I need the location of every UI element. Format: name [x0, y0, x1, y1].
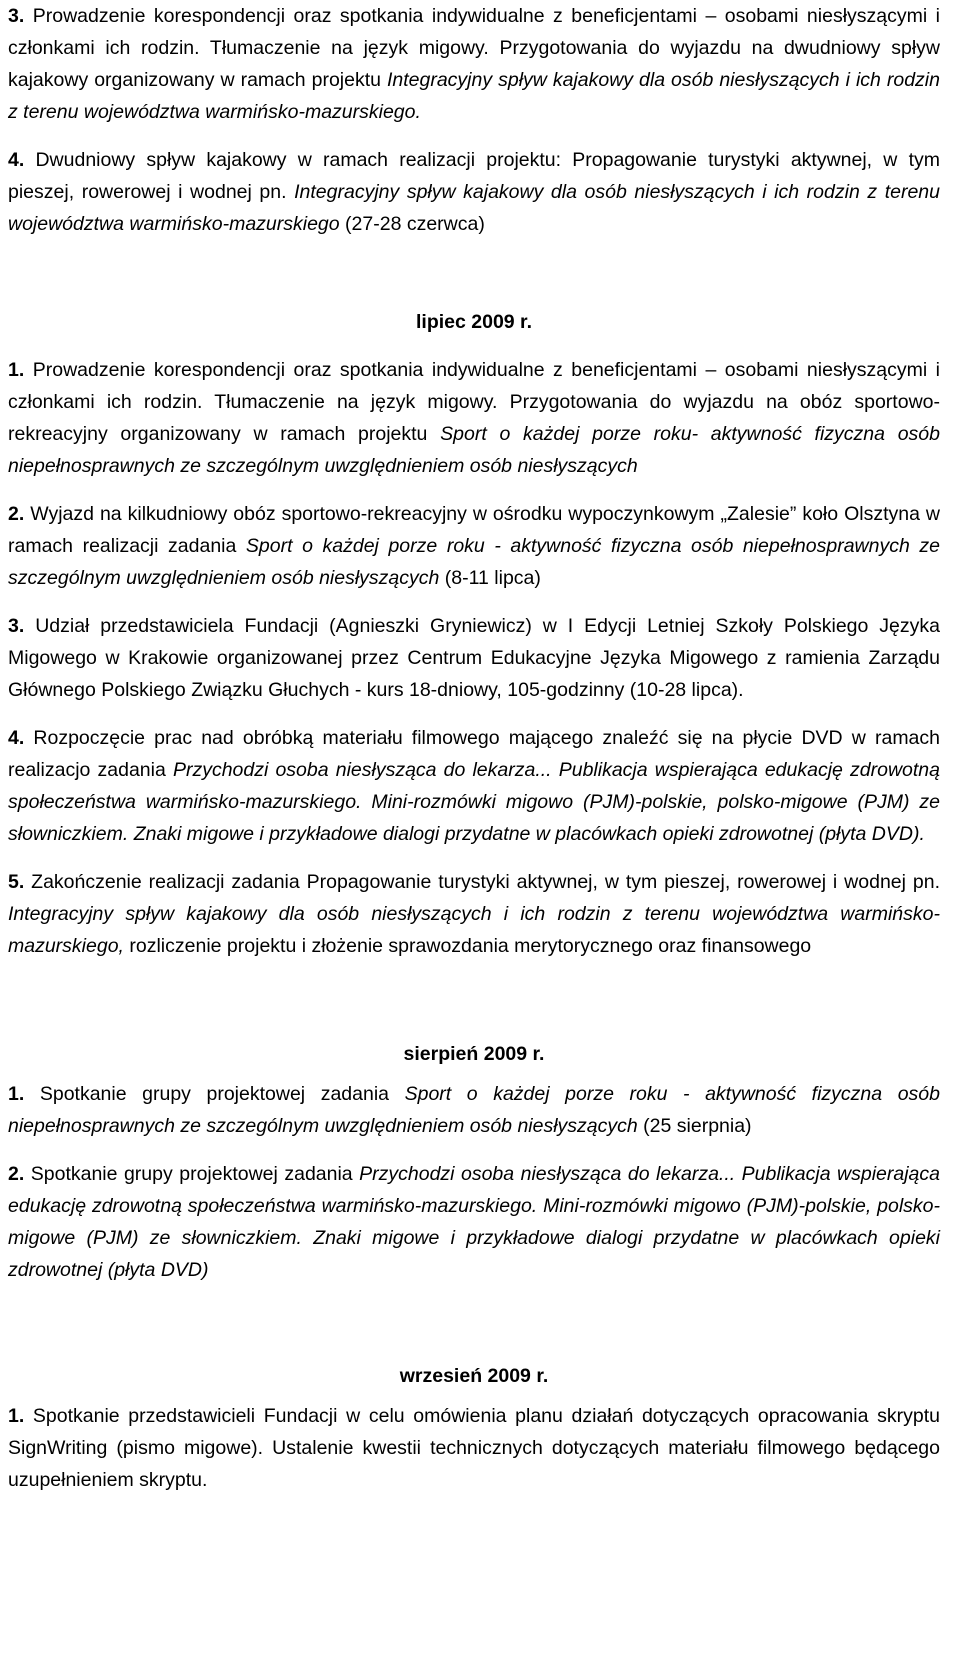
item-text: Prowadzenie korespondencji oraz spotkania indywidualne z beneficjentami – osobami niesłyszącymi i członkami ich rodzin. Tłumaczenie na język migowy. Przygotowania do wyjazdu na dwudniowy spływ kajakowy organizowany w ramach projektu	[8, 5, 940, 91]
list-item	[8, 866, 940, 962]
item-number: 1.	[8, 1083, 25, 1105]
item-number: 1.	[8, 1405, 25, 1427]
item-text: Zakończenie realizacji zadania Propagowanie turystyki aktywnej, w tym pieszej, rowerowej i wodnej pn.	[24, 871, 940, 893]
list-item	[8, 144, 940, 240]
list-item	[8, 0, 940, 128]
item-number: 3.	[8, 5, 25, 27]
item-text: Udział przedstawiciela Fundacji (Agnieszki Gryniewicz) w I Edycji Letniej Szkoły Polskiego Języka Migowego w Krakowie organizowanej przez Centrum Edukacyjne Języka Migowego z ramienia Zarządu Głównego Polskiego Związku Głuchych - kurs 18-dniowy, 105-godzinny (10-28 lipca).	[8, 615, 940, 701]
list-item	[8, 1158, 940, 1286]
item-title-italic: Integracyjny spływ kajakowy dla osób niesłyszących i ich rodzin z terenu województwa warmińsko-mazurskiego.	[8, 69, 940, 123]
item-text: Rozpoczęcie prac nad obróbką materiału filmowego mającego znaleźć się na płycie DVD w ramach realizacjo zadania	[8, 727, 940, 781]
month-heading: sierpień 2009 r.	[403, 1043, 545, 1065]
item-number: 4.	[8, 149, 25, 171]
item-number: 3.	[8, 615, 25, 637]
item-text: rozliczenie projektu i złożenie sprawozdania merytorycznego oraz finansowego	[123, 935, 812, 957]
item-title-italic: Przychodzi osoba niesłysząca do lekarza... Publikacja wspierająca edukację zdrowotną społeczeństwa warmińsko-mazurskiego. Mini-rozmówki migowo (PJM)-polskie, polsko-migowe (PJM) ze słowniczkiem. Znaki migowe i przykładowe dialogi przydatne w placówkach opieki zdrowotnej (płyta DVD)	[8, 1163, 940, 1281]
list-item	[8, 722, 940, 850]
item-number: 1.	[8, 359, 25, 381]
item-text: Dwudniowy spływ kajakowy w ramach realizacji projektu: Propagowanie turystyki aktywnej, w tym pieszej, rowerowej i wodnej pn.	[8, 149, 940, 203]
list-item	[8, 1400, 940, 1496]
item-title-italic: Integracyjny spływ kajakowy dla osób niesłyszących i ich rodzin z terenu województwa warmińsko-mazurskiego	[8, 181, 940, 235]
month-heading: lipiec 2009 r.	[415, 311, 532, 333]
item-title-italic: Sport o każdej porze roku - aktywność fizyczna osób niepełnosprawnych ze szczególnym uwzględnieniem osób niesłyszących	[8, 535, 940, 589]
list-item	[8, 354, 940, 482]
item-text: (25 sierpnia)	[637, 1115, 752, 1137]
item-text: Prowadzenie korespondencji oraz spotkania indywidualne z beneficjentami – osobami niesłyszącymi i członkami ich rodzin. Tłumaczenie na język migowy. Przygotowania do wyjazdu na obóz sportowo-rekreacyjny organizowany w ramach projektu	[8, 359, 940, 445]
item-title-italic: Sport o każdej porze roku - aktywność fizyczna osób niepełnosprawnych ze szczególnym uwzględnieniem osób niesłyszących	[8, 1083, 940, 1137]
item-title-italic: Sport o każdej porze roku- aktywność fizyczna osób niepełnosprawnych ze szczególnym uwzględnieniem osób niesłyszących	[8, 423, 941, 477]
item-number: 2.	[8, 503, 25, 525]
list-item	[8, 498, 940, 594]
month-heading: wrzesień 2009 r.	[399, 1365, 549, 1387]
item-text: (27-28 czerwca)	[339, 213, 485, 235]
item-text: Spotkanie przedstawicieli Fundacji w celu omówienia planu działań dotyczących opracowania skryptu SignWriting (pismo migowe). Ustalenie kwestii technicznych dotyczących materiału filmowego będącego uzupełnieniem skryptu.	[8, 1405, 940, 1491]
item-text: Wyjazd na kilkudniowy obóz sportowo-rekreacyjny w ośrodku wypoczynkowym „Zalesie” koło Olsztyna w ramach realizacji zadania	[8, 503, 940, 557]
item-number: 2.	[8, 1163, 25, 1185]
item-text: (8-11 lipca)	[439, 567, 541, 589]
item-number: 4.	[8, 727, 25, 749]
list-item	[8, 610, 940, 706]
item-title-italic: Przychodzi osoba niesłysząca do lekarza... Publikacja wspierająca edukację zdrowotną społeczeństwa warmińsko-mazurskiego. Mini-rozmówki migowo (PJM)-polskie, polsko-migowe (PJM) ze słowniczkiem. Znaki migowe i przykładowe dialogi przydatne w placówkach opieki zdrowotnej (płyta DVD).	[8, 759, 941, 845]
item-title-italic: Integracyjny spływ kajakowy dla osób niesłyszących i ich rodzin z terenu województwa warmińsko-mazurskiego,	[8, 903, 940, 957]
item-text: Spotkanie grupy projektowej zadania	[24, 1163, 360, 1185]
item-text: Spotkanie grupy projektowej zadania	[24, 1083, 405, 1105]
item-number: 5.	[8, 871, 25, 893]
list-item	[8, 1078, 940, 1142]
